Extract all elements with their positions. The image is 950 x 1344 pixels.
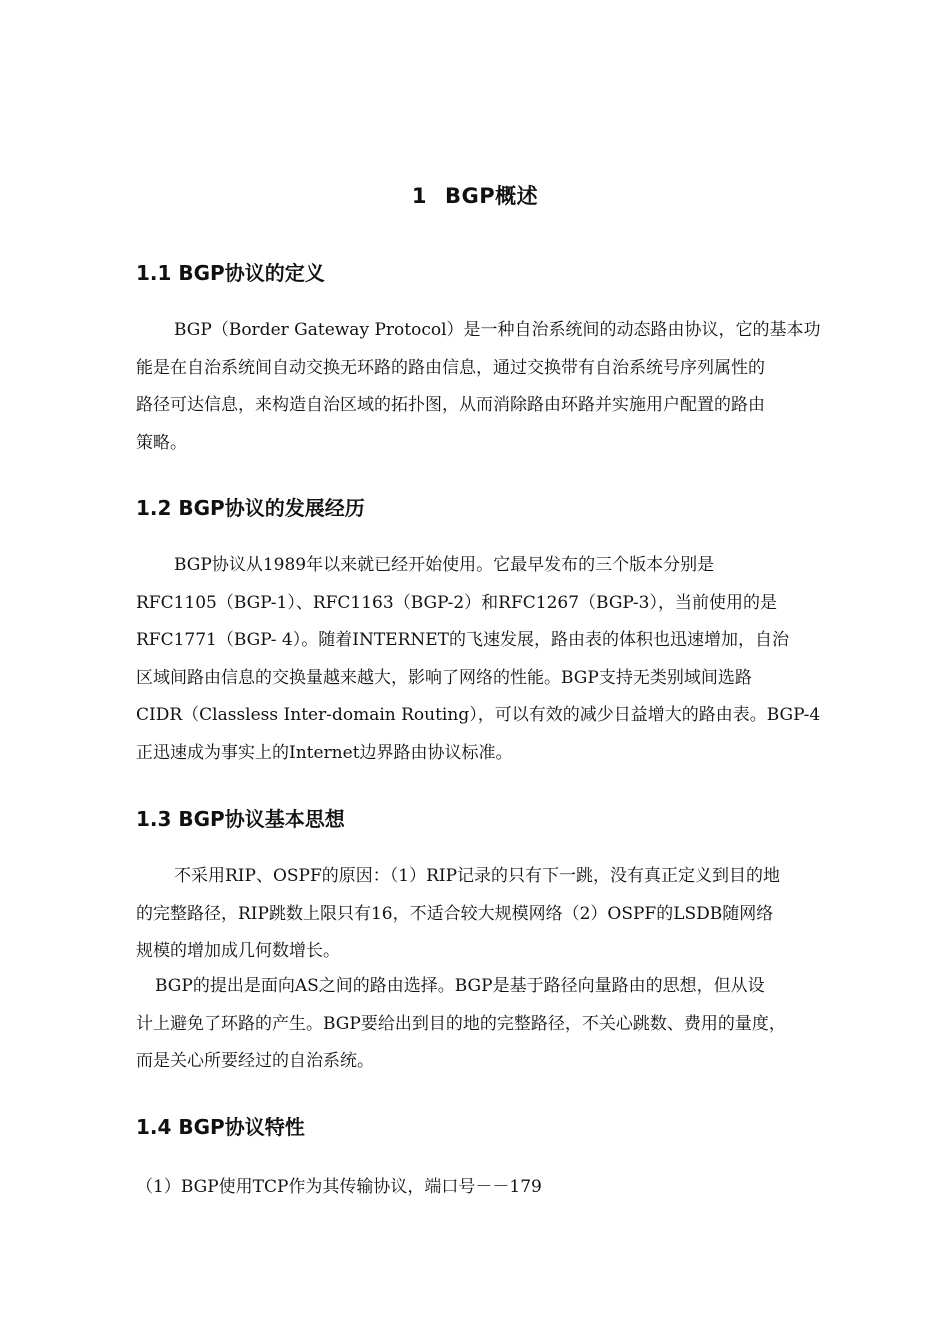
- paragraph-line: BGP的提出是面向AS之间的路由选择。BGP是基于路径向量路由的思想，但从设: [155, 976, 765, 996]
- paragraph-line: BGP（Border Gateway Protocol）是一种自治系统间的动态路由协议，它的基本功: [174, 320, 821, 340]
- section-1-3-paragraph-1: [136, 858, 858, 971]
- paragraph-line: 区域间路由信息的交换量越来越大，影响了网络的性能。BGP支持无类别域间选路: [136, 667, 752, 688]
- paragraph-line: RFC1105（BGP-1）、RFC1163（BGP-2）和RFC1267（BGP-3），当前使用的是: [136, 592, 777, 613]
- paragraph-line: 正迅速成为事实上的Internet边界路由协议标准。: [136, 742, 513, 763]
- paragraph-line: RFC1771（BGP- 4）。随着INTERNET的飞速发展，路由表的体积也迅速增加，自治: [136, 630, 789, 650]
- paragraph-line: 规模的增加成几何数增长。: [136, 941, 340, 961]
- section-1-1-paragraph: [136, 312, 858, 462]
- paragraph-line: 计上避免了环路的产生。BGP要给出到目的地的完整路径，不关心跳数、费用的量度，: [136, 1013, 786, 1034]
- paragraph-line: BGP协议从1989年以来就已经开始使用。它最早发布的三个版本分别是: [174, 555, 715, 575]
- section-heading-1-4: 1.4 BGP协议特性: [136, 1115, 305, 1139]
- chapter-title-text: BGP概述: [444, 184, 539, 208]
- paragraph-line: 的完整路径，RIP跳数上限只有16，不适合较大规模网络（2）OSPF的LSDB随网络: [136, 903, 774, 924]
- section-heading-1-1: 1.1 BGP协议的定义: [136, 261, 325, 285]
- paragraph-line: 策略。: [136, 432, 187, 453]
- paragraph-line: 路径可达信息，来构造自治区域的拓扑图，从而消除路由环路并实施用户配置的路由: [136, 395, 765, 415]
- section-heading-1-3: 1.3 BGP协议基本思想: [136, 807, 345, 831]
- section-1-2-paragraph: [136, 547, 858, 772]
- paragraph-line: 能是在自治系统间自动交换无环路的路由信息，通过交换带有自治系统号序列属性的: [136, 357, 765, 378]
- feature-item-1: （1）BGP使用TCP作为其传输协议，端口号－－179: [136, 1177, 542, 1197]
- chapter-title: [0, 180, 950, 210]
- paragraph-line: 不采用RIP、OSPF的原因：（1）RIP记录的只有下一跳，没有真正定义到目的地: [174, 866, 781, 886]
- section-heading-1-2: 1.2 BGP协议的发展经历: [136, 496, 365, 520]
- paragraph-line: CIDR（Classless Inter-domain Routing），可以有效的减少日益增大的路由表。BGP-4: [136, 705, 821, 725]
- chapter-number: 1: [411, 184, 427, 208]
- paragraph-line: 而是关心所要经过的自治系统。: [136, 1051, 374, 1071]
- section-1-3-paragraph-2: [136, 968, 858, 1081]
